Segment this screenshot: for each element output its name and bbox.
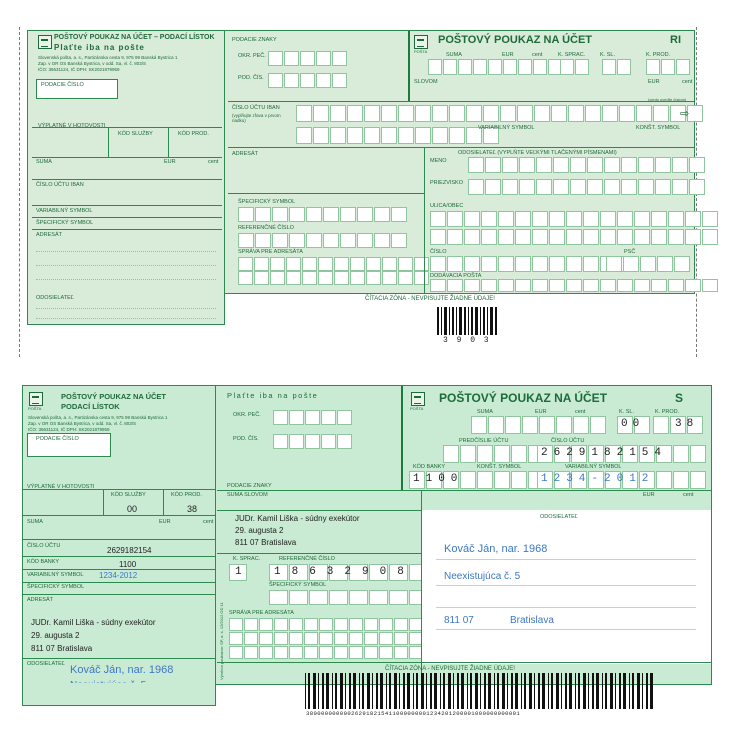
bottom-pod-cis-cells[interactable]	[273, 434, 352, 449]
main-posta-label: POŠTA	[414, 49, 428, 54]
barcode-bar	[642, 673, 643, 709]
barcode-bar	[542, 673, 545, 709]
barcode-bar	[416, 673, 418, 709]
bottom-main-posta: POŠTA	[410, 406, 424, 411]
bottom-side-note: Výrobca poukazov: SP, a. s. 12/2012 OD 11	[219, 602, 224, 680]
dodavacia-cells[interactable]	[430, 279, 718, 292]
bottom-main-odos-zip: 811 07	[444, 615, 474, 626]
bottom-sprava-row1[interactable]	[229, 618, 438, 631]
bottom-main-eur2-label: EUR	[643, 492, 655, 498]
k-sprac-cells[interactable]	[560, 59, 589, 75]
barcode-bar	[602, 673, 603, 709]
k-sprac-label: K. SPRAC.	[558, 52, 586, 58]
barcode-bar	[623, 673, 626, 709]
cislo-label: ČÍSLO	[430, 249, 447, 255]
eur-label: EUR	[164, 159, 176, 165]
podacie-cislo-label: PODACIE ČÍSLO	[41, 82, 84, 88]
barcode-bar	[413, 673, 414, 709]
bottom-main-konst-cells[interactable]	[477, 471, 544, 489]
cents-note: (centy uveďte číslom)	[648, 97, 687, 102]
barcode-bar	[475, 673, 478, 709]
bottom-specificky-mid-label: ŠPECIFICKÝ SYMBOL	[269, 582, 327, 588]
suma-slovom-label: SUMA SLOVOM	[227, 492, 268, 498]
bottom-main-logo-icon	[411, 392, 425, 406]
barcode-bar	[629, 673, 630, 709]
bottom-kod-prod-label: KÓD PROD.	[171, 492, 202, 498]
barcode-bar	[650, 673, 653, 709]
barcode-bar	[534, 673, 535, 709]
main-suma-label: SUMA	[446, 52, 462, 58]
bottom-barcode	[305, 673, 655, 709]
barcode-bar	[497, 673, 499, 709]
slovom-eur-label: EUR	[648, 79, 660, 85]
bottom-main-cislo-uctu-value: 2629182154	[541, 447, 668, 459]
bottom-receipt-subtitle: PODACÍ LÍSTOK	[61, 402, 120, 411]
k-prod-label: K. PROD.	[646, 52, 671, 58]
barcode-bar	[345, 673, 346, 709]
barcode-bar	[596, 673, 599, 709]
bottom-main-k-sl-label: K. SL.	[619, 409, 634, 415]
iban-note: (vyplňujte zľava v prvom riadku)	[232, 113, 281, 123]
middle-specificky-cells[interactable]	[238, 207, 407, 222]
podacie-znaky-label: PODACIE ZNAKY	[232, 37, 277, 43]
main-suma-cells[interactable]	[428, 59, 562, 75]
bottom-main-eur-label: EUR	[535, 409, 547, 415]
receipt-title: POŠTOVÝ POUKAZ NA ÚČET – PODACÍ LÍSTOK	[54, 34, 215, 41]
bottom-main-cent2-label: cent	[683, 492, 694, 498]
bottom-barcode-number: 380000000000262918215411000000001234201200001000000000001	[306, 710, 521, 717]
barcode-bar	[457, 673, 459, 709]
bottom-variabilny-label: VARIABILNÝ SYMBOL	[27, 572, 84, 578]
bottom-cislo-uctu-value: 2629182154	[107, 546, 152, 555]
barcode-bar	[480, 673, 481, 709]
bottom-adresat-line-2: 29. augusta 2	[31, 631, 80, 640]
bottom-podacie-znaky-label: PODACIE ZNAKY	[227, 483, 272, 489]
barcode-bar	[524, 673, 526, 709]
barcode-bar	[592, 673, 594, 709]
main-cent-label: cent	[532, 52, 543, 58]
bottom-main-title: POŠTOVÝ POUKAZ NA ÚČET	[439, 391, 608, 405]
okr-pec-label: OKR. PEČ.	[238, 53, 266, 59]
barcode-bar	[349, 673, 351, 709]
slovom-cent-label: cent	[682, 79, 693, 85]
bottom-main-variabilny-label: VARIABILNÝ SYMBOL	[565, 464, 622, 470]
suma-label: SUMA	[36, 159, 52, 165]
barcode-bar	[380, 673, 383, 709]
bottom-sprava-row2[interactable]	[229, 632, 438, 645]
bottom-main-suma-label: SUMA	[477, 409, 493, 415]
barcode-bar	[386, 673, 387, 709]
barcode-bar	[403, 673, 405, 709]
bottom-referencne-value: 18632908	[274, 566, 415, 578]
barcode-bar	[372, 673, 373, 709]
barcode-bar	[583, 673, 586, 709]
bottom-main-suma-cells[interactable]	[471, 416, 606, 434]
barcode-bar	[394, 673, 397, 709]
barcode-bar	[362, 673, 364, 709]
barcode-bar	[367, 673, 370, 709]
priezvisko-cells[interactable]	[468, 179, 705, 195]
bottom-mid-adresat-line-2: 29. augusta 2	[235, 526, 284, 535]
bottom-kod-banky-value: 1100	[119, 560, 137, 569]
bottom-cent-label: cent	[203, 519, 214, 525]
top-barcode	[437, 307, 497, 335]
k-sl-cells[interactable]	[602, 59, 631, 75]
ulica-row1-cells[interactable]	[430, 211, 718, 227]
receipt-address-3: IČO: 36631124, IČ DPH: SK2021879959	[38, 67, 120, 72]
bottom-main-k-prod-label: K. PROD.	[655, 409, 680, 415]
barcode-bar	[322, 673, 324, 709]
iban-row2-cells[interactable]	[296, 127, 499, 144]
barcode-bar	[507, 673, 508, 709]
bottom-main-code: S	[675, 391, 684, 405]
barcode-bar	[440, 673, 441, 709]
barcode-bar	[467, 673, 468, 709]
sprava-row2-cells[interactable]	[238, 271, 429, 285]
barcode-bar	[588, 673, 589, 709]
dodavacia-label: DODÁVACIA POŠTA	[430, 273, 482, 279]
sprava-label: SPRÁVA PRE ADRESÁTA	[238, 249, 303, 255]
bottom-receipt-title: POŠTOVÝ POUKAZ NA ÚČET	[61, 392, 167, 401]
cislo-cells[interactable]	[430, 256, 633, 272]
main-eur-label: EUR	[502, 52, 514, 58]
kod-sluzby-label: KÓD SLUŽBY	[118, 131, 153, 137]
perforation-left	[19, 27, 20, 357]
bottom-pod-cis-label: POD. ČÍS.	[233, 436, 259, 442]
bottom-cislo-uctu-label: ČÍSLO ÚČTU	[27, 543, 61, 549]
barcode-bar	[615, 673, 616, 709]
barcode-bar	[407, 673, 410, 709]
barcode-bar	[305, 673, 306, 709]
receipt-subtitle: Plaťte iba na pošte	[54, 43, 145, 52]
k-prod-cells[interactable]	[646, 59, 690, 75]
ulica-row2-cells[interactable]	[430, 229, 718, 245]
bottom-main-cent-label: cent	[575, 409, 586, 415]
barcode-bar	[515, 673, 518, 709]
odosielatel-head: ODOSIELATEĽ (VYPLŇTE VEĽKÝMI TLAČENÝMI PÍSMENAMI)	[458, 150, 617, 156]
main-code: RI	[670, 34, 681, 46]
bottom-receipt-address-2: Zap. v OR OS Banská Bystrica, v odd. Sa, vl. č. 803/S	[28, 421, 137, 426]
barcode-bar	[448, 673, 451, 709]
bottom-main-odos-city: Bratislava	[510, 615, 554, 626]
pod-cis-label: POD. ČÍS.	[238, 75, 264, 81]
barcode-bar	[335, 673, 337, 709]
psc-label: PSČ	[624, 249, 636, 255]
bottom-sprava-row3[interactable]	[229, 646, 438, 659]
bottom-variabilny-value: 1234-2012	[99, 571, 138, 580]
barcode-bar	[502, 673, 505, 709]
barcode-bar	[578, 673, 580, 709]
bottom-receipt-posta: POŠTA	[28, 406, 42, 411]
bottom-receipt-extension	[22, 683, 216, 706]
barcode-bar	[353, 673, 356, 709]
podacie-cislo-box[interactable]	[36, 79, 118, 99]
bottom-kod-banky-label: KÓD BANKY	[27, 559, 60, 565]
barcode-bar	[548, 673, 549, 709]
ulica-label: ULICA/OBEC	[430, 203, 464, 209]
receipt-address-1: Slovenská pošta, a. s., Partizánska cesta 9, 975 99 Banská Bystrica 1	[38, 55, 178, 60]
psc-cells[interactable]	[606, 256, 690, 272]
bottom-sprava-label: SPRÁVA PRE ADRESÁTA	[229, 610, 294, 616]
barcode-bar	[538, 673, 540, 709]
barcode-bar	[470, 673, 472, 709]
main-title: POŠTOVÝ POUKAZ NA ÚČET	[438, 34, 593, 46]
bottom-main-odosielatel-label: ODOSIELATEĽ	[540, 514, 578, 520]
barcode-bar	[561, 673, 562, 709]
adresat-label: ADRESÁT	[36, 232, 62, 238]
meno-label: MENO	[430, 158, 447, 164]
barcode-bar	[488, 673, 491, 709]
bottom-main-kod-banky-label: KÓD BANKY	[413, 464, 446, 470]
vyplatne-label: VÝPLATNÉ V HOTOVOSTI	[38, 123, 106, 129]
barcode-bar	[605, 673, 607, 709]
barcode-bar	[575, 673, 576, 709]
barcode-bar	[646, 673, 648, 709]
bottom-receipt-odos-name: Kováč Ján, nar. 1968	[70, 664, 174, 676]
barcode-bar	[376, 673, 378, 709]
bottom-kod-sluzby-label: KÓD SLUŽBY	[111, 492, 146, 498]
bottom-main-k-prod-value: 38	[675, 418, 699, 430]
okr-pec-cells[interactable]	[268, 51, 347, 66]
barcode-bar	[511, 673, 513, 709]
bottom-okr-pec-label: OKR. PEČ.	[233, 412, 261, 418]
meno-cells[interactable]	[468, 157, 705, 173]
barcode-bar	[632, 673, 634, 709]
specificky-label: ŠPECIFICKÝ SYMBOL	[36, 220, 94, 226]
barcode-bar	[461, 673, 464, 709]
konst-label: KONŠT. SYMBOL	[636, 125, 681, 131]
posta-logo-icon	[38, 35, 52, 49]
barcode-bar	[610, 673, 613, 709]
predcislie-label: PREDČÍSLIE ÚČTU	[459, 438, 509, 444]
iban-row1-cells[interactable]	[296, 105, 703, 122]
bottom-main-kod-banky-value: 1100	[413, 473, 464, 485]
bottom-vyplatne-label: VÝPLATNÉ V HOTOVOSTI	[27, 484, 95, 490]
barcode-bar	[359, 673, 360, 709]
bottom-okr-pec-cells[interactable]	[273, 410, 352, 425]
bottom-referencne-label: REFERENČNÉ ČÍSLO	[279, 556, 335, 562]
main-variabilny-label: VARIABILNÝ SYMBOL	[478, 125, 535, 131]
top-reading-zone: ČÍTACIA ZÓNA - NEVPISUJTE ŽIADNE ÚDAJE!	[365, 296, 495, 302]
sprava-row1-cells[interactable]	[238, 257, 429, 271]
priezvisko-label: PRIEZVISKO	[430, 180, 464, 186]
barcode-bar	[565, 673, 567, 709]
bottom-main-cislo-uctu-label: ČÍSLO ÚČTU	[551, 438, 585, 444]
bottom-main-konst-label: KONŠT. SYMBOL	[477, 464, 522, 470]
bottom-k-sprac-label: K. SPRAC.	[233, 556, 261, 562]
top-receipt-sender-area	[27, 292, 225, 325]
barcode-bar	[313, 673, 316, 709]
bottom-kod-prod-value: 38	[187, 504, 198, 514]
referencne-label: REFERENČNÉ ČÍSLO	[238, 225, 294, 231]
cislo-uctu-label: ČÍSLO ÚČTU IBAN	[36, 182, 84, 188]
barcode-bar	[318, 673, 319, 709]
bottom-podacie-cislo-box[interactable]	[27, 433, 111, 457]
bottom-form	[22, 385, 712, 685]
bottom-podacie-cislo-label: PODACIE ČÍSLO	[36, 436, 79, 442]
barcode-bar	[326, 673, 329, 709]
barcode-bar	[340, 673, 343, 709]
receipt-odosielatel-label: ODOSIELATEĽ	[36, 295, 74, 301]
barcode-bar	[443, 673, 445, 709]
receipt-address-2: Zap. v OR OS Banská Bystrica, v odd. Sa, vl. č. 803/S	[38, 61, 147, 66]
bottom-kod-sluzby-value: 00	[127, 504, 138, 514]
bottom-adresat-line-3: 811 07 Bratislava	[31, 644, 93, 653]
top-barcode-number: 3 9 0 3	[443, 336, 491, 345]
bottom-specificky-cells[interactable]	[269, 590, 428, 605]
bottom-eur-label: EUR	[159, 519, 171, 525]
bottom-main-k-sl-value: 00	[621, 418, 645, 430]
barcode-bar	[494, 673, 495, 709]
middle-specificky-label: ŠPECIFICKÝ SYMBOL	[238, 199, 296, 205]
barcode-bar	[308, 673, 310, 709]
bottom-plat-label: Plaťte iba na pošte	[227, 391, 319, 400]
top-form	[27, 30, 695, 294]
bottom-k-sprac-value: 1	[235, 566, 252, 578]
bottom-reading-zone: ČÍTACIA ZÓNA - NEVPISUJTE ŽIADNE ÚDAJE!	[385, 666, 515, 672]
bottom-receipt-address-1: Slovenská pošta, a. s., Partizánska cesta 9, 975 99 Banská Bystrica 1	[28, 415, 168, 420]
pod-cis-cells[interactable]	[268, 73, 347, 88]
barcode-bar	[484, 673, 486, 709]
cent-label: cent	[208, 159, 219, 165]
barcode-bar	[434, 673, 437, 709]
kod-prod-label: KÓD PROD.	[178, 131, 209, 137]
bottom-mid-adresat-line-1: JUDr. Kamil Liška - súdny exekútor	[235, 514, 360, 523]
bottom-adresat-label: ADRESÁT	[27, 597, 53, 603]
predcislie-cells[interactable]	[443, 445, 544, 463]
barcode-bar	[332, 673, 333, 709]
k-sl-label: K. SL.	[600, 52, 615, 58]
bottom-main-odos-name: Kováč Ján, nar. 1968	[444, 543, 548, 555]
barcode-bar	[556, 673, 559, 709]
middle-adresat-label: ADRESÁT	[232, 151, 258, 157]
bottom-mid-adresat-line-3: 811 07 Bratislava	[235, 538, 297, 547]
referencne-cells[interactable]	[238, 233, 407, 248]
variabilny-label: VARIABILNÝ SYMBOL	[36, 208, 93, 214]
barcode-bar	[421, 673, 424, 709]
iban-label: ČÍSLO ÚČTU IBAN	[232, 105, 280, 111]
bottom-odosielatel-label: ODOSIELATEĽ	[27, 661, 65, 667]
bottom-adresat-line-1: JUDr. Kamil Liška - súdny exekútor	[31, 618, 156, 627]
posta-logo-icon-main	[414, 35, 428, 49]
barcode-bar	[569, 673, 572, 709]
barcode-bar	[551, 673, 553, 709]
barcode-bar	[426, 673, 427, 709]
bottom-main-variabilny-value: 1234-2012	[541, 473, 655, 485]
arrow-right-icon: ⇨	[680, 108, 690, 120]
barcode-bar	[637, 673, 640, 709]
barcode-bar	[399, 673, 400, 709]
bottom-specificky-label: ŠPECIFICKÝ SYMBOL	[27, 584, 85, 590]
barcode-bar	[529, 673, 532, 709]
barcode-bar	[521, 673, 522, 709]
barcode-bar	[389, 673, 391, 709]
slovom-label: SLOVOM	[414, 79, 438, 85]
barcode-bar	[453, 673, 454, 709]
bottom-posta-logo-icon	[29, 392, 43, 406]
bottom-suma-label: SUMA	[27, 519, 43, 525]
bottom-sender-box[interactable]	[421, 510, 711, 664]
barcode-bar	[619, 673, 621, 709]
barcode-bar	[430, 673, 432, 709]
bottom-main-odos-street: Neexistujúca č. 5	[444, 571, 521, 582]
bottom-receipt-address-3: IČO: 36631124, IČ DPH: SK2021879959	[28, 427, 110, 432]
